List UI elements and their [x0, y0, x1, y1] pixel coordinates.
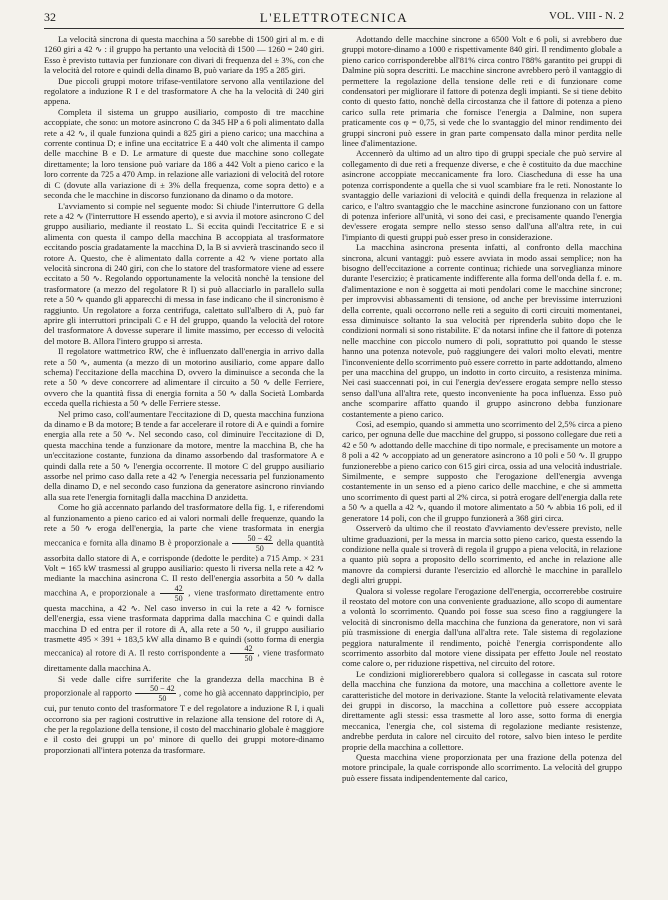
- text-run: , viene trasformato direttamente dalla macchina A.: [44, 647, 324, 674]
- fraction: [135, 684, 176, 703]
- paragraph: Accennerò da ultimo ad un altro tipo di gruppi speciale che può servire al collegamento di due reti a frequenze diverse, e che è costituito da due macchine asincrone accoppiate meccanicamente fra loro. Ciascheduna di esse ha una potenza corrispondente a quella che si vuol scambiare fra le reti. Nonostante lo svantaggio delle variazioni di velocità e quindi della frequenza in relazione al carico, e l'altro svantaggio che le macchine asincrone funzionano con un fattore di potenza inferiore all'unità, vi sono dei casi, e precisamente quando l'energia dev'essere erogata sempre nello stesso senso dall'una all'altra rete, in cui l'impianto di questi gruppi può esser preso in considerazione.: [342, 148, 622, 242]
- fraction: [232, 534, 273, 553]
- left-column: [44, 34, 324, 892]
- paragraph: Due piccoli gruppi motore trifase-ventilatore servono alla ventilazione del regolatore a induzione R I e del trasformatore A che ha la velocità di 240 giri appena.: [44, 75, 324, 107]
- paragraph: Adottando delle macchine sincrone a 6500 Volt e 6 poli, si avrebbero due gruppi motore-dinamo a 1000 e rispettivamente 840 giri. Il rendimento globale a pieno carico corrisponderebbe all'81% circa contro l'88% garantito pei gruppi di Dalmine più sopra descritti. Le macchine sincrone avrebbero però il vantaggio di permettere la regolazione della tensione delle reti e di funzionare come condensatori per migliorare il fattore di potenza degli impianti. Se si tiene debito conto di questo fatto, nonchè della circostanza che il fattore di potenza a pieno carico sulla rete primaria che fornisce l'energia a Dalmine, non supera praticamente cos φ = 0,75, si vede che lo svantaggio del minor rendimento dei gruppi sincroni può essere in gran parte compensato dalla minor perdita nelle linee d'alimentazione.: [342, 34, 622, 149]
- paragraph: L'avviamento si compie nel seguente modo: Si chiude l'interruttore G della rete a 42 ∿ (l'interruttore H essendo aperto), e si avvia il motore asincrono C del gruppo ausiliario, mediante il reostato L. Si eccita quindi l'eccitatrice E e si alimenta con questa il campo della macchina B accoppiata al trasformatore eccitando poscia gradatamente la macchina D, la B si avvierà trascinando seco il rotore A. Questo, che è alimentato dalla corrente a 42 ∿ viene portato alla velocità sincrona di 240 giri, con che lo statore del trasformatore viene ad essere eccitato a 50 ∿. Regolando opportunamente la velocità nonchè la tensione del trasformatore (a mezzo del regolatore R I) si può allacciarlo in parallelo sulla rete a 50 ∿ quando gli apparecchi di messa in fase indicano che il sincronismo è raggiunto. Un regolatore a forza centrifuga, calettato sull'albero di A, può far aprire gli interruttori principali C e H del gruppo, quando la velocità del rotore del trasformatore A dovesse superare il limite massimo, per eccesso di velocità del motore B. Allora l'intero gruppo si arresta.: [44, 200, 324, 346]
- paragraph: La macchina asincrona presenta infatti, al confronto della macchina sincrona, alcuni vantaggi: può essere avviata in modo assai semplice; non ha bisogno dell'eccitazione a corrente continua; richiede una sorveglianza minore durante l'esercizio; è praticamente indifferente alla forma dell'onda della f. e. m. d'alimentazione e non è soggetta ai moti pendolari come le macchine sincrone; per improvvisi abbassamenti di tensione, od anche per brevissime interruzioni della corrente, quali occorrono nelle reti a seguito di corti circuiti momentanei, essa diminuisce soltanto la sua velocità per riprenderla subito dopo che le condizioni normali si sono ristabilite. E' da notarsi infine che il fattore di potenza nelle macchine con piccolo numero di poli, soprattutto poi quando le stesse hanno una potenza notevole, può raggiungere dei valori molto elevati, mentre l'inconveniente dello scorrimento può essere corretto in parte addottando, almeno per una macchina del gruppo, un indotto in corto circuito, a resistenza minima. Nei casi suaccennati poi, in cui l'energia dev'essere erogata sempre nello stesso senso dall'una all'altra rete, questo inconveniente ha poca influenza. Esso può anche scomparire affatto quando il gruppo asincrono debba funzionare costantemente a pieno carico.: [342, 242, 622, 419]
- fraction-numerator: 42: [230, 644, 254, 654]
- fraction-denominator: 50: [174, 593, 183, 603]
- fraction-denominator: 50: [244, 654, 253, 664]
- paragraph: Nel primo caso, coll'aumentare l'eccitazione di D, questa macchina funziona da dinamo e B da motore; B tende a far accelerare il rotore di A e quindi a fornire energia alla rete a 50 ∿. Nel secondo caso, col diminuire l'eccitazione di D, questa macchina tende a funzionare da motore, mentre la macchina B, che ha un'eccitazione costante, funziona da dinamo assorbendo dal trasformatore A e quindi dalla rete a 50 ∿ l'energia occorrente. Il motore C del gruppo ausiliario assorbe nel primo caso dalla rete a 42 ∿ l'energia necessaria pel funzionamento della dinamo D, e nel secondo caso funziona da generatore asincrono rinviando alla sua rete l'energia fornitagli dalla macchina D anzidetta.: [44, 408, 324, 502]
- paragraph: Qualora si volesse regolare l'erogazione dell'energia, occorrerebbe costruire il reostato del motore con una conveniente graduazione, allo scopo di aumentare a volontà lo scorrimento. Quando poi fosse sua sceso fino a raggiungere la velocità di sincronismo della macchina che funziona da generatore, non vi sarà più trasmissione di energia dall'una all'altra rete. Tale sistema di regolazione peggiora naturalmente il rendimento, poichè l'energia corrispondente allo scorrimento assorbito dal motore viene dissipata per effetto Joule nel reostato come calore o, per riduzione rispettiva, nel circuito del rotore.: [342, 585, 622, 669]
- paragraph: Questa macchina viene proporzionata per una frazione della potenza del motore principale, la quale corrisponde allo scorrimento. La velocità del gruppo può essere fissata indipendentemente dal carico,: [342, 752, 622, 783]
- fraction-numerator: 50 − 42: [135, 684, 176, 694]
- fraction-denominator: 50: [255, 543, 264, 553]
- text-run: della quantità assorbita dallo statore di A, e corrisponde (dedotte le perdite) a 715 Amp. × 231 Volt = 165 kW trasmessi al gruppo ausiliario: questo li riversa nella rete a 42 ∿ mediante la macchina asincrona C. Il resto dell'energia assorbita a 50 ∿ dalla macchina A, e proporzionale a: [44, 536, 324, 598]
- paragraph: Le condizioni migliorerebbero qualora si collegasse in cascata sul rotore della macchina che funziona da motore, una macchina a collettore avente le caratteristiche del motore in derivazione. Stante la velocità relativamente elevata dei gruppi in discorso, la macchina a collettore può essere accoppiata direttamente agli stessi: essa trasmette al loro asse, sotto forma di energia meccanica, l'energia che, col sistema di regolazione mediante resistenze, andrebbe perduta in calore nel circuito del rotore, salvo bien inteso le perdite proprie della macchina a collettore.: [342, 668, 622, 752]
- paragraph: Così, ad esempio, quando si ammetta uno scorrimento del 2,5% circa a pieno carico, per ognuna delle due macchine del gruppo, si possono collegare due reti a 42 e 50 ∿ adottando delle macchine di tipo normale, e precisamente un motore a 8 poli a 42 ∿ accoppiato ad un generatore asincrono a 10 poli e 50 ∿. Il gruppo funzionerebbe a pieno carico con 615 giri circa, ossia ad una velocità industriale. Similmente, e sempre supposto che l'erogazione dell'energia avvenga costantemente in un senso ed a pieno carico delle macchine, e che si ammetta uno scorrimento di quest parti al 2% circa, si potrà erogare dell'energia dalla rete a 50 ∿ a quella a 42 ∿, quando il motore alimentato a 50 ∿ abbia 16 poli, ed il generatore 14 poli, con che il gruppo funzionerà a 368 giri circa.: [342, 419, 622, 523]
- text-run: , viene trasformato direttamente entro questa macchina, a 42 ∿. Nel caso inverso in cui la rete a 42 ∿ fornisce dell'energia, essa viene trasformata dapprima dalla macchina C e quindi dalla macchina D ed entra per il rotore di A, alla rete a 50 ∿, il gruppo ausiliario trasmette 495 × 391 + 183,5 kW alla dinamo B e quindi (sotto forma di energia meccanica) al rotore di A. Il resto corrispondente a: [44, 587, 324, 658]
- volume-issue: VOL. VIII - N. 2: [549, 10, 624, 22]
- page-header: [44, 8, 624, 29]
- page-number: 32: [44, 10, 56, 24]
- text-run: Si vede dalle cifre surriferite che la grandezza della macchina B è proporzionale al rapporto: [44, 673, 324, 698]
- fraction-numerator: 42: [160, 584, 184, 594]
- paragraph: Completa il sistema un gruppo ausiliario, composto di tre macchine accoppiate, che sono: un motore asincrono C da 345 HP a 6 poli alimentato dalla rete a 42 ∿, il quale funziona quindi a 825 giri a pieno carico; una macchina a corrente continua D; e infine una eccitatrice E a 440 volt che alimenta il campo delle macchine B e D. Le armature di queste due macchine sono collegate direttamente; la loro tensione può variare da 186 a 442 Volt a pieno carico e la loro corrente da 725 a 470 Amp. in relazione alle variazioni di velocità del rotore di C (dovute alla variazione di ± 3% della frequenza, come sopra detto) e a seconda che le macchine in discorso funzionano da dinamo o da motore.: [44, 106, 324, 201]
- text-run: , come ho già accennato dapprincipio, per cui, pur tenuto conto del trasformatore T e del regolatore a induzione R I, i quali occorrono sia per ragioni costruttive in relazione alla tensione del rotore di A, che per la regolazione della tensione, il costo del macchinario globale è maggiore e il costo dei gruppi un po' minore di quello dei gruppi motore-dinamo proporzionati all'intera potenza da trasformare.: [44, 687, 324, 755]
- paragraph-with-fractions: [44, 674, 324, 755]
- paragraph: Osserverò da ultimo che il reostato d'avviamento dev'essere previsto, nelle ultime graduazioni, per la messa in marcia sotto pieno carico, questa essendo la condizione nella quale si troverà di regola il gruppo a piena velocità, in relazione a quanto più sopra a proposito dello scorrimento, ed anche in relazione alle manovre da compiersi durante l'esercizio ed allorchè le macchine in parallelo degli altri gruppi.: [342, 523, 622, 586]
- fraction: [160, 584, 184, 603]
- paragraph: Il regolatore wattmetrico RW, che è influenzato dall'energia in arrivo dalla rete a 50 ∿, aumenta (a mezzo di un motorino ausiliario, come appare dallo schema) l'eccitazione della macchina D, ovvero la diminuisce a seconda che la rete a 50 ∿ deve concorrere ad alimentare il circuito a 50 ∿ delle Ferriere, ovvero che la quantità fissa di energia fornita a 50 ∿ dalla Società Lombarda ecceda quella richiesta a 50 ∿ delle Ferriere stesse.: [44, 346, 324, 409]
- fraction: [230, 644, 254, 663]
- right-column: [342, 34, 622, 892]
- fraction-denominator: 50: [158, 694, 167, 704]
- paragraph: La velocità sincrona di questa macchina a 50 sarebbe di 1500 giri al m. e di 1260 giri a 42 ∿ : il gruppo ha pertanto una velocità di 1500 — 1260 = 240 giri. Esso è previsto tuttavia per funzionare con divari di frequenza del ± 3%, con che la velocità del rotore e quindi della dinamo B, può variare da 195 a 285 giri.: [44, 34, 324, 76]
- journal-title: L'ELETTROTECNICA: [259, 10, 409, 25]
- text-run: Come ho già accennato parlando del trasformatore della fig. 1, e riferendomi al funzionamento a pieno carico ed ai valori normali delle frequenze, quando la rete a 50 ∿ eroga dell'energia, la parte che viene trasformata in energia meccanica e fornita alla dinamo B è proporzionale a: [44, 502, 324, 547]
- fraction-numerator: 50 − 42: [232, 534, 273, 544]
- paragraph-with-fractions: [44, 502, 324, 673]
